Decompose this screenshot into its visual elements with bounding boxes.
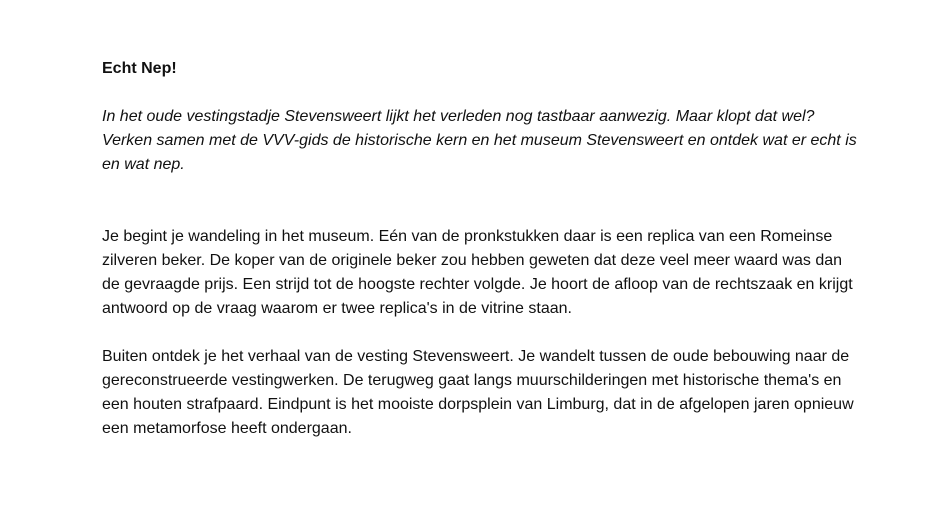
article-title: Echt Nep! bbox=[102, 60, 177, 77]
paragraph-vesting: Buiten ontdek je het verhaal van de vesting Stevensweert. Je wandelt tussen de oude bebouwing naar de gereconstrueerde vestingwerken. De terugweg gaat langs muurschilderingen met historische thema's en een houten strafpaard. Eindpunt is het mooiste dorpsplein van Limburg, dat in de afgelopen jaren opnieuw een metamorfose heeft ondergaan. bbox=[102, 348, 854, 437]
paragraph-museum: Je begint je wandeling in het museum. Eén van de pronkstukken daar is een replica van een Romeinse zilveren beker. De koper van de originele beker zou hebben geweten dat deze veel meer waard was dan de gevraagde prijs. Een strijd tot de hoogste rechter volgde. Je hoort de afloop van de rechtszaak en krijgt antwoord op de vraag waarom er twee replica's in de vitrine staan. bbox=[102, 228, 853, 317]
article-intro: In het oude vestingstadje Stevensweert lijkt het verleden nog tastbaar aanwezig. Maar klopt dat wel? Verken samen met de VVV-gids de historische kern en het museum Stevensweert en ontdek wat er echt is en wat nep. bbox=[102, 108, 857, 173]
article-body bbox=[102, 57, 862, 441]
